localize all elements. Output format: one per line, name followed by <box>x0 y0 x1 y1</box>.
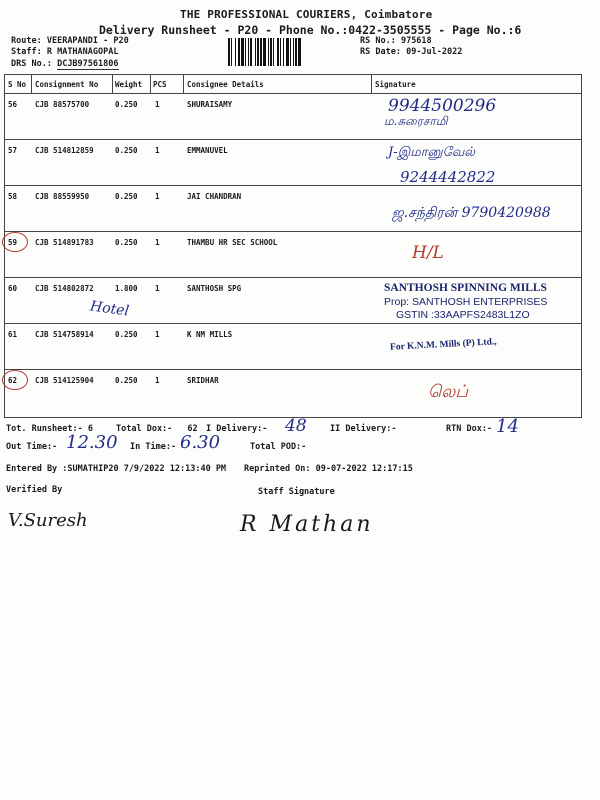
cell-weight: 0.250 <box>115 146 138 155</box>
circle-mark-62 <box>2 370 28 390</box>
entered-by: Entered By :SUMATHIP20 7/9/2022 12:13:40 PM <box>6 464 227 474</box>
vline <box>150 75 151 93</box>
staff-signature: R Mathan <box>240 512 374 537</box>
in-time-value: 6.30 <box>180 432 221 453</box>
cell-consignment: CJB 514812859 <box>35 146 94 155</box>
staff-line <box>11 47 119 57</box>
table-row <box>5 231 581 278</box>
santhosh-stamp-prop: Prop: SANTHOSH ENTERPRISES <box>384 296 548 308</box>
verified-by-label: Verified By <box>6 485 63 495</box>
rs-no-value: 975618 <box>400 36 432 46</box>
route-value: VEERAPANDI - P20 <box>46 36 129 46</box>
cell-weight: 1.800 <box>115 284 138 293</box>
rs-date-label: RS Date: <box>360 47 401 57</box>
row56-sig-number: 9944500296 <box>388 96 497 116</box>
cell-weight: 0.250 <box>115 100 138 109</box>
cell-consignee: SHURAISAMY <box>187 100 233 109</box>
row57-sig-name: J-இமானுவேல் <box>388 145 476 160</box>
table-header <box>5 75 581 94</box>
barcode-bar <box>290 38 291 66</box>
drs-line <box>11 59 119 69</box>
i-delivery-value: 48 <box>285 416 307 436</box>
table-row <box>5 369 581 415</box>
cell-weight: 0.250 <box>115 238 138 247</box>
rs-no-label: RS No.: <box>360 36 396 46</box>
barcode-bar <box>298 38 301 66</box>
col-consignee: Consignee Details <box>187 80 264 89</box>
barcode-bar <box>270 38 272 66</box>
rs-date-value: 09-Jul-2022 <box>406 47 463 57</box>
vline <box>371 75 372 93</box>
barcode-bar <box>280 38 281 66</box>
runsheet-table <box>4 74 582 418</box>
cell-sno: 56 <box>8 100 18 109</box>
i-delivery-label: I Delivery:- <box>206 424 268 434</box>
cell-consignment: CJB 514758914 <box>35 330 94 339</box>
verifier-signature: V.Suresh <box>8 510 88 531</box>
barcode-bar <box>248 38 249 66</box>
barcode-bar <box>257 38 259 66</box>
tot-runsheet-value: 6 <box>87 424 94 434</box>
barcode-bar <box>277 38 279 66</box>
row58-sig: ஜ.சந்திரன் 9790420988 <box>392 205 551 221</box>
tot-runsheet-label: Tot. Runsheet:- <box>6 424 83 434</box>
out-time-label: Out Time:- <box>6 442 58 452</box>
cell-consignee: THAMBU HR SEC SCHOOL <box>187 238 278 247</box>
rs-no-line <box>360 36 432 46</box>
col-consignment: Consignment No <box>35 80 99 89</box>
col-weight: Weight <box>115 80 143 89</box>
row59-sig: H/L <box>412 243 444 263</box>
runsheet-title: Delivery Runsheet - P20 - Phone No.:0422-3505555 - Page No.:6 <box>99 23 522 37</box>
barcode-graphic <box>228 38 350 66</box>
barcode-bar <box>268 38 269 66</box>
cell-consignee: SANTHOSH SPG <box>187 284 242 293</box>
in-time-label: In Time:- <box>130 442 177 452</box>
barcode-bar <box>238 38 240 66</box>
barcode-bar <box>235 38 236 66</box>
cell-consignment: CJB 88575700 <box>35 100 90 109</box>
ii-delivery-label: II Delivery:- <box>330 424 397 434</box>
barcode-bar <box>273 38 274 66</box>
row57-sig-number: 9244442822 <box>400 168 496 186</box>
cell-consignment: CJB 88559950 <box>35 192 90 201</box>
rtn-dox-value: 14 <box>496 416 519 437</box>
santhosh-stamp-gstin: GSTIN :33AAPFS2483L1ZO <box>396 309 530 321</box>
cell-pcs: 1 <box>155 330 160 339</box>
barcode-bar <box>228 38 230 66</box>
cell-weight: 0.250 <box>115 330 138 339</box>
barcode <box>228 38 350 66</box>
barcode-bar <box>260 38 262 66</box>
vline <box>112 75 113 93</box>
cell-consignment: CJB 514891783 <box>35 238 94 247</box>
row62-note: லெப் <box>428 382 468 402</box>
cell-weight: 0.250 <box>115 376 138 385</box>
cell-consignee: JAI CHANDRAN <box>187 192 242 201</box>
barcode-bar <box>241 38 244 66</box>
cell-sno: 59 <box>8 238 18 247</box>
route-line <box>11 36 129 46</box>
barcode-bar <box>255 38 256 66</box>
staff-value: R MATHANAGOPAL <box>46 47 119 57</box>
barcode-bar <box>231 38 232 66</box>
cell-sno: 62 <box>8 376 18 385</box>
total-dox-value: 62 <box>187 424 198 434</box>
cell-consignee: EMMANUVEL <box>187 146 228 155</box>
vline <box>31 75 32 93</box>
cell-sno: 61 <box>8 330 18 339</box>
cell-consignment: CJB 514125904 <box>35 376 94 385</box>
barcode-bar <box>250 38 252 66</box>
barcode-bar <box>286 38 289 66</box>
cell-consignee: SRIDHAR <box>187 376 219 385</box>
cell-sno: 58 <box>8 192 18 201</box>
barcode-bar <box>245 38 246 66</box>
staff-signature-label: Staff Signature <box>258 487 335 497</box>
cell-consignee: K NM MILLS <box>187 330 233 339</box>
cell-weight: 0.250 <box>115 192 138 201</box>
rtn-dox-label: RTN Dox:- <box>446 424 493 434</box>
cell-sno: 57 <box>8 146 18 155</box>
drs-value: DCJB97561806 <box>57 59 119 69</box>
col-sno: S No <box>8 80 27 89</box>
barcode-bar <box>293 38 294 66</box>
total-pod-label: Total POD:- <box>250 442 307 452</box>
barcode-bar <box>263 38 266 66</box>
col-pcs: PCS <box>153 80 167 89</box>
staff-label: Staff: <box>11 47 42 57</box>
cell-pcs: 1 <box>155 146 160 155</box>
vline <box>183 75 184 93</box>
row56-sig-name: ம.சுரைசாமி <box>384 114 448 128</box>
out-time-value: 12.30 <box>66 432 118 453</box>
drs-label: DRS No.: <box>11 59 52 69</box>
barcode-bar <box>283 38 284 66</box>
cell-consignment: CJB 514802872 <box>35 284 94 293</box>
cell-sno: 60 <box>8 284 18 293</box>
route-label: Route: <box>11 36 42 46</box>
col-signature: Signature <box>375 80 416 89</box>
knm-stamp: For K.N.M. Mills (P) Ltd., <box>389 337 497 353</box>
cell-pcs: 1 <box>155 284 160 293</box>
barcode-bar <box>295 38 297 66</box>
cell-pcs: 1 <box>155 238 160 247</box>
cell-pcs: 1 <box>155 100 160 109</box>
rs-date-line <box>360 47 462 57</box>
row60-note: Hotel <box>89 298 130 320</box>
cell-pcs: 1 <box>155 192 160 201</box>
cell-pcs: 1 <box>155 376 160 385</box>
circle-mark-59 <box>2 232 28 252</box>
total-dox-label: Total Dox:- <box>116 424 173 434</box>
company-name: THE PROFESSIONAL COURIERS, Coimbatore <box>180 8 433 21</box>
santhosh-stamp-name: SANTHOSH SPINNING MILLS <box>384 282 547 294</box>
reprinted-on: Reprinted On: 09-07-2022 12:17:15 <box>244 464 413 474</box>
